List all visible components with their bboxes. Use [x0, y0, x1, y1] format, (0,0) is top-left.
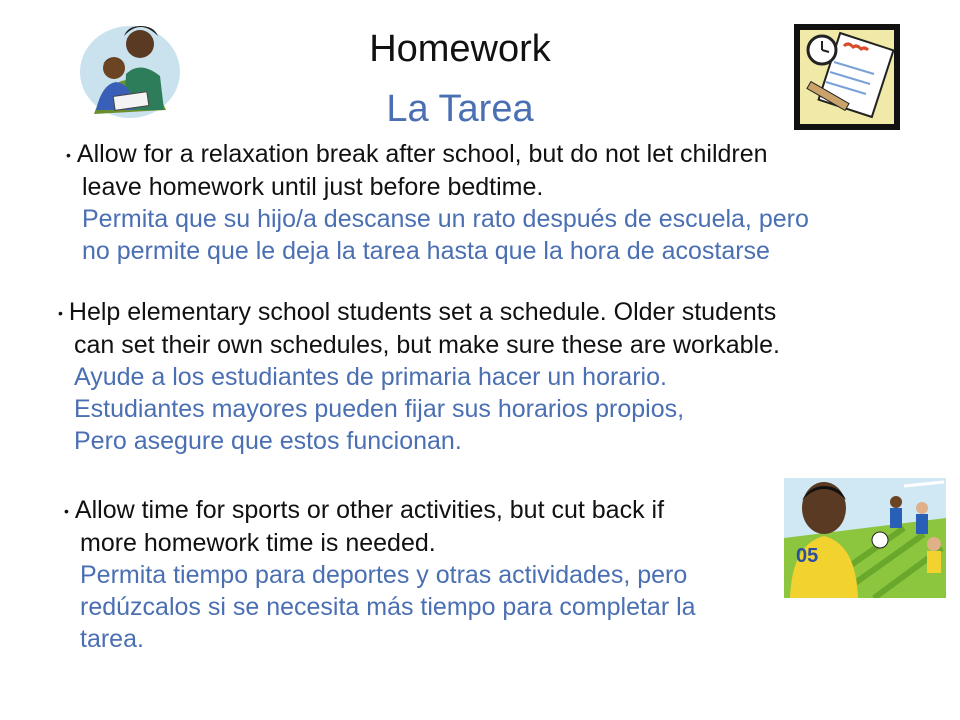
- mother-child-clipart: [74, 14, 186, 124]
- bullet-1-spanish-line-1: Permita que su hijo/a descanse un rato después de escuela, pero: [82, 205, 809, 234]
- bullet-dot-icon: •: [64, 503, 69, 520]
- bullet-2-spanish-line-1: Ayude a los estudiantes de primaria hacer un horario.: [74, 363, 667, 392]
- bullet-3-spanish-line-1: Permita tiempo para deportes y otras actividades, pero: [80, 561, 688, 590]
- bullet-3-english-line-1: • Allow time for sports or other activities, but cut back if: [64, 496, 665, 524]
- bullet-dot-icon: •: [66, 147, 71, 164]
- bullet-1-spanish-line-2: no permite que le deja la tarea hasta que la hora de acostarse: [82, 237, 770, 266]
- bullet-1-english-line-2: leave homework until just before bedtime.: [82, 173, 544, 202]
- bullet-1-english-line-1: • Allow for a relaxation break after school, but do not let children: [66, 140, 768, 168]
- bullet-3-english-line-2: more homework time is needed.: [80, 529, 436, 558]
- bullet-2-spanish-line-2: Estudiantes mayores pueden fijar sus horarios propios,: [74, 395, 685, 424]
- bullet-dot-icon: •: [58, 305, 63, 322]
- bullet-2-english-line-1: • Help elementary school students set a schedule. Older students: [58, 298, 777, 326]
- bullet-relaxation-break: [66, 138, 809, 267]
- bullet-sports-activities: [64, 494, 696, 655]
- bullet-2-spanish-line-3: Pero asegure que estos funcionan.: [74, 427, 462, 456]
- title-english: Homework: [369, 28, 551, 70]
- bullet-2-english-line-2: can set their own schedules, but make sure these are workable.: [74, 331, 780, 360]
- notebook-clock-clipart: [792, 22, 902, 132]
- bullet-schedule: [58, 296, 780, 457]
- bullet-3-spanish-line-3: tarea.: [80, 625, 144, 654]
- title-spanish: La Tarea: [386, 88, 534, 130]
- jersey-number: 05: [796, 545, 819, 567]
- soccer-players-clipart: [784, 478, 946, 598]
- bullet-3-spanish-line-2: redúzcalos si se necesita más tiempo para completar la: [80, 593, 696, 622]
